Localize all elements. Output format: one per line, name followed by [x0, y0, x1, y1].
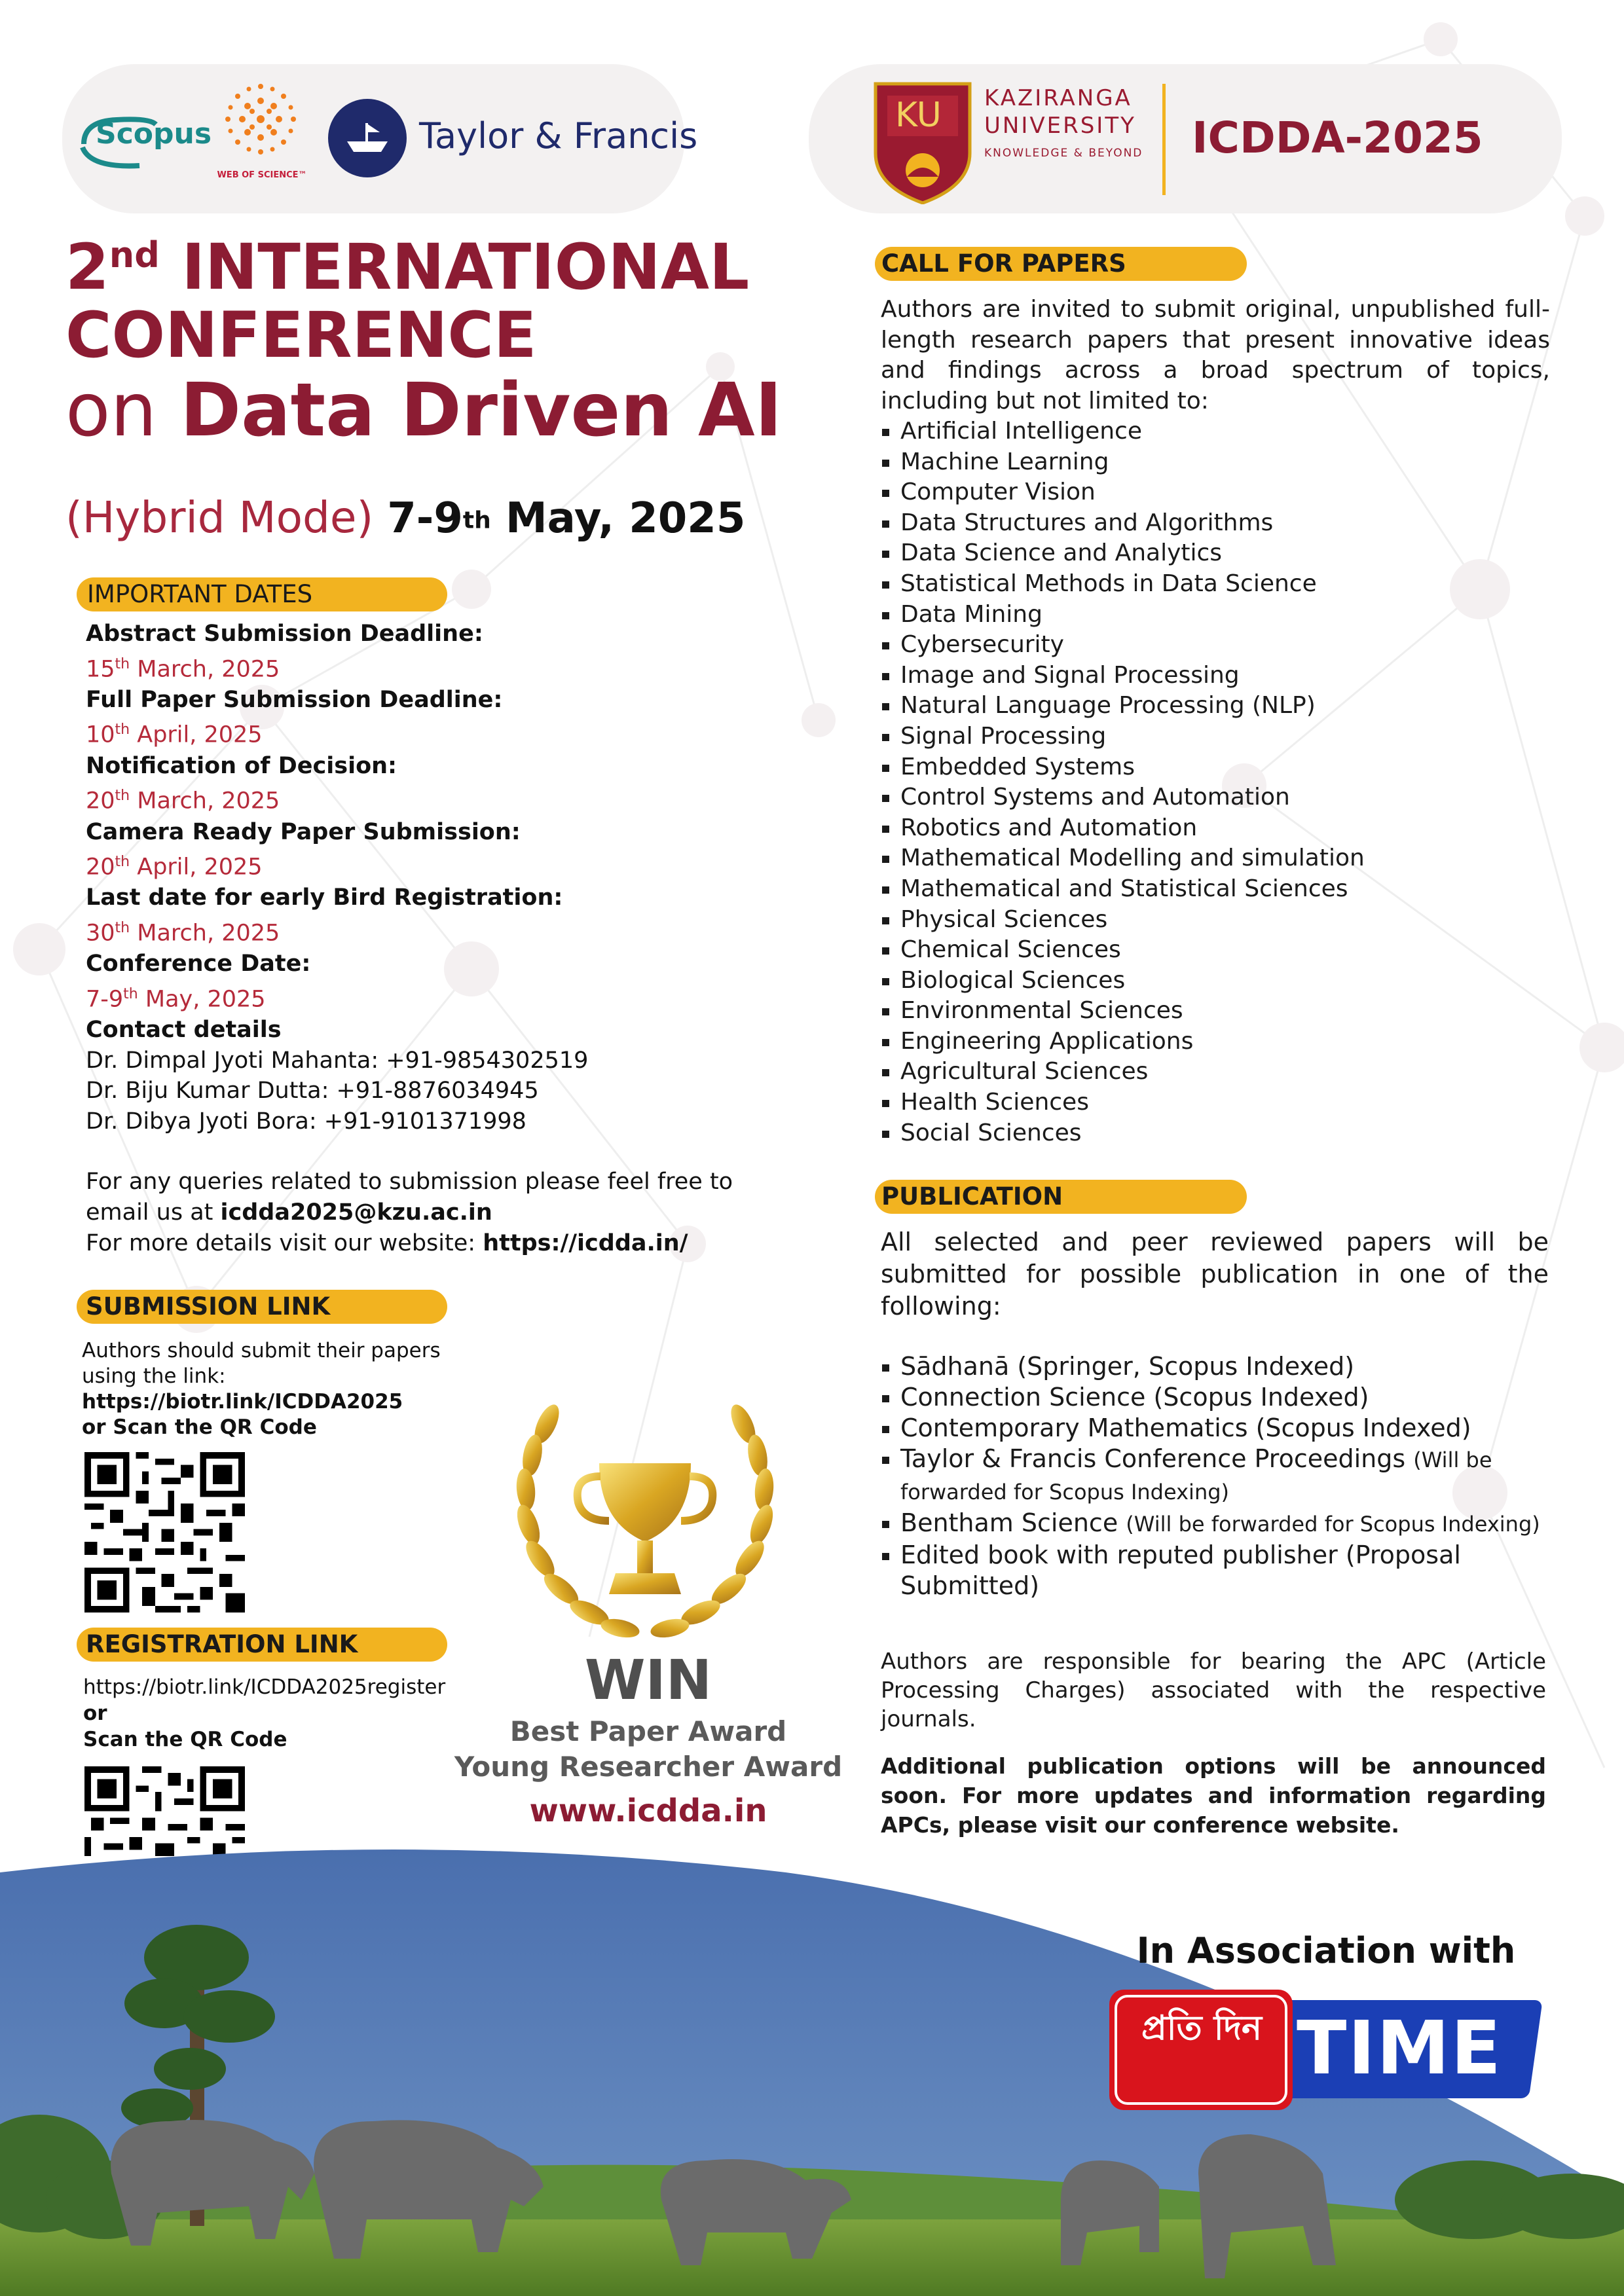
submission-link-heading: SUBMISSION LINK: [77, 1290, 447, 1324]
time-label: TIME: [1297, 2006, 1503, 2091]
registration-scan-label: Scan the QR Code: [83, 1728, 287, 1751]
topic-item: Agricultural Sciences: [881, 1057, 1555, 1087]
website-link[interactable]: https://icdda.in/: [483, 1230, 688, 1256]
scopus-label: Scopus: [96, 117, 212, 151]
wos-globe-icon: [212, 80, 310, 165]
submission-line1: Authors should submit their papers: [82, 1339, 441, 1362]
registration-link-heading: REGISTRATION LINK: [77, 1628, 447, 1662]
topic-item: Control Systems and Automation: [881, 782, 1555, 813]
contact-3: Dr. Dibya Jyoti Bora: +91-9101371998: [86, 1108, 526, 1135]
submission-url-link[interactable]: https://biotr.link/ICDDA2025: [82, 1390, 403, 1413]
publication-item: Edited book with reputed publisher (Proposal Submitted): [881, 1540, 1549, 1601]
header-divider: [1162, 84, 1166, 195]
conference-title: [65, 221, 838, 559]
taylor-francis-logo: [327, 98, 698, 177]
award-young-researcher: Young Researcher Award: [454, 1751, 843, 1783]
scopus-logo: [77, 108, 212, 173]
ku-tagline: KNOWLEDGE & BEYOND: [984, 147, 1143, 160]
publication-list: [881, 1351, 1549, 1601]
title-line2: CONFERENCE: [65, 299, 537, 372]
topics-list: [881, 416, 1555, 1148]
association-label: In Association with: [1136, 1930, 1516, 1971]
kaziranga-university-logo: [873, 81, 1148, 206]
award-best-paper: Best Paper Award: [509, 1715, 787, 1747]
publication-item: Connection Science (Scopus Indexed): [881, 1382, 1549, 1413]
submission-line2: using the link:: [82, 1364, 226, 1388]
additional-options-note: Additional publication options will be announced soon. For more updates and information regarding APCs, please visit our conference website.: [881, 1753, 1546, 1838]
topic-item: Signal Processing: [881, 721, 1555, 752]
publication-item: Sādhanā (Springer, Scopus Indexed): [881, 1351, 1549, 1382]
ku-name-line2: UNIVERSITY: [984, 113, 1136, 139]
registration-url-link[interactable]: https://biotr.link/ICDDA2025register: [83, 1675, 446, 1699]
apc-note: Authors are responsible for bearing the APC (Article Processing Charges) associated with the respective journals.: [881, 1649, 1546, 1732]
query-line1: For any queries related to submission please feel free to: [86, 1169, 733, 1195]
date-item: Last date for early Bird Registration: 30th March, 2025: [86, 884, 563, 947]
title-mode-date: (Hybrid Mode) 7-9th May, 2025: [65, 492, 746, 543]
topic-item: Social Sciences: [881, 1118, 1555, 1149]
wos-label: WEB OF SCIENCE™: [217, 170, 307, 180]
publication-item: Taylor & Francis Conference Proceedings (Will be forwarded for Scopus Indexing): [881, 1444, 1549, 1508]
topic-item: Data Science and Analytics: [881, 538, 1555, 569]
topic-item: Mathematical Modelling and simulation: [881, 843, 1555, 874]
ku-badge: KU: [895, 96, 942, 135]
topic-item: Mathematical and Statistical Sciences: [881, 874, 1555, 905]
email-link[interactable]: icdda2025@kzu.ac.in: [220, 1199, 492, 1226]
registration-or: or: [83, 1702, 107, 1725]
topic-item: Health Sciences: [881, 1087, 1555, 1118]
publication-item: Bentham Science (Will be forwarded for Scopus Indexing): [881, 1508, 1549, 1540]
topic-item: Physical Sciences: [881, 905, 1555, 936]
publication-heading: PUBLICATION: [875, 1180, 1247, 1214]
topic-item: Chemical Sciences: [881, 935, 1555, 966]
date-item: Camera Ready Paper Submission: 20th April, 2025: [86, 818, 521, 881]
tf-label: Taylor & Francis: [419, 115, 698, 156]
submission-scan-label: or Scan the QR Code: [82, 1415, 317, 1439]
topic-item: Engineering Applications: [881, 1027, 1555, 1057]
web-of-science-logo: [212, 80, 310, 185]
topic-item: Cybersecurity: [881, 630, 1555, 661]
topic-item: Robotics and Automation: [881, 813, 1555, 844]
publication-item: Contemporary Mathematics (Scopus Indexed): [881, 1413, 1549, 1444]
award-website-link[interactable]: www.icdda.in: [529, 1793, 767, 1829]
topic-item: Data Mining: [881, 600, 1555, 630]
topic-item: Statistical Methods in Data Science: [881, 569, 1555, 600]
submission-block: [82, 1338, 501, 1440]
topic-item: Computer Vision: [881, 477, 1555, 508]
topic-item: Machine Learning: [881, 447, 1555, 478]
topic-item: Data Structures and Algorithms: [881, 508, 1555, 539]
contact-heading: Contact details: [86, 1017, 282, 1044]
topic-item: Biological Sciences: [881, 966, 1555, 996]
title-line3: on Data Driven AI: [65, 368, 783, 453]
topic-item: Artificial Intelligence: [881, 416, 1555, 447]
title-line1: 2nd INTERNATIONAL: [65, 230, 750, 304]
ku-name-line1: KAZIRANGA: [984, 85, 1132, 111]
topic-item: Environmental Sciences: [881, 996, 1555, 1027]
contact-1: Dr. Dimpal Jyoti Mahanta: +91-9854302519: [86, 1047, 589, 1074]
website-line: For more details visit our website: https://icdda.in/: [86, 1230, 688, 1256]
query-line2: email us at icdda2025@kzu.ac.in: [86, 1199, 492, 1226]
tf-ship-icon: [327, 98, 407, 178]
topic-item: Embedded Systems: [881, 752, 1555, 783]
call-for-papers-intro: Authors are invited to submit original, unpublished full-length research papers that present innovative ideas and findings across a broad spectrum of topics, including but not limited to:: [881, 296, 1550, 414]
contact-2: Dr. Biju Kumar Dutta: +91-8876034945: [86, 1078, 539, 1104]
topic-item: Image and Signal Processing: [881, 661, 1555, 691]
date-item: Conference Date: 7-9th May, 2025: [86, 951, 311, 1013]
important-dates-heading: IMPORTANT DATES: [77, 577, 447, 611]
date-item: Abstract Submission Deadline: 15th March, 2025: [86, 621, 483, 683]
date-item: Full Paper Submission Deadline: 10th April, 2025: [86, 686, 503, 749]
call-for-papers-heading: CALL FOR PAPERS: [875, 247, 1247, 281]
date-item: Notification of Decision: 20th March, 2025: [86, 752, 397, 814]
award-win: WIN: [584, 1648, 712, 1712]
trophy-laurel-icon: [501, 1404, 789, 1660]
important-dates-list: [86, 619, 806, 1258]
conference-code: ICDDA-2025: [1192, 113, 1483, 163]
pratidin-time-logo: [1100, 1980, 1552, 2119]
publication-intro: All selected and peer reviewed papers will be submitted for possible publication in one of the following:: [881, 1228, 1549, 1321]
topic-item: Natural Language Processing (NLP): [881, 691, 1555, 721]
pratidin-label: প্রতি দিন: [1141, 2009, 1263, 2048]
submission-qr-code[interactable]: [84, 1452, 245, 1613]
